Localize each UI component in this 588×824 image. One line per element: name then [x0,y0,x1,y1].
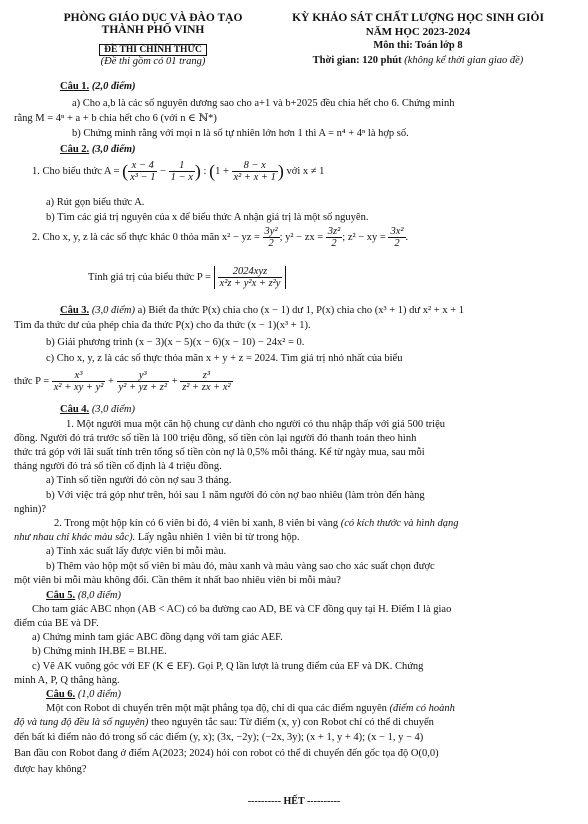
exam-title: KỲ KHẢO SÁT CHẤT LƯỢNG HỌC SINH GIỎI [292,12,544,24]
q6-line4: Ban đầu con Robot đang ở điểm A(2023; 2024) hỏi con robot có thể di chuyển đến gốc tọa độ O(0,0) [14,748,439,759]
q5-part-c-line1: c) Vẽ AK vuông góc với EF (K ∈ EF). Gọi P, Q lần lượt là trung điểm của EF và DK. Chứng [32,661,424,672]
q3-part-b: b) Giải phương trình (x − 3)(x − 5)(x − 6)(x − 10) − 24x² = 0. [46,337,305,348]
q5-heading: Câu 5. (8,0 điểm) [46,590,121,601]
official-exam-box: ĐỀ THI CHÍNH THỨC [99,44,207,56]
q4-p2-part-b-line2: một viên bi mỗi màu không đổi. Cần thêm ít nhất bao nhiêu viên bi mỗi màu? [14,575,341,586]
q4-p1-part-b-line2: nghìn)? [14,504,47,515]
q3-part-a-line2: Tìm đa thức dư của phép chia đa thức P(x) cho đa thức (x − 1)(x³ + 1). [14,320,311,331]
end-marker: ---------- HẾT ---------- [247,796,341,807]
q4-p2-line2: như nhau chỉ khác màu sắc). Lấy ngẫu nhiên 1 viên bi từ trong hộp. [14,532,300,543]
q5-part-c-line2: minh A, P, Q thẳng hàng. [14,675,120,686]
q6-line1: Một con Robot di chuyển trên một mặt phẳng tọa độ, chỉ di qua các điểm nguyên (điểm có hoành [46,703,455,714]
q6-heading: Câu 6. (1,0 điểm) [46,689,121,700]
school-year: NĂM HỌC 2023-2024 [365,26,471,38]
q2-part-a: a) Rút gọn biểu thức A. [46,197,145,208]
time-allowed: Thời gian: 120 phút (không kể thời gian giao đề) [312,55,524,66]
q2-system: 2. Cho x, y, z là các số thực khác 0 thỏa mãn x² − yz = $\frac{\text{3y²}}{2}$ ; y² − zx = $\frac{\text{3z²}}{2}$ ; z² − xy = $\frac{\text{3x²}}{2}$ . [32,226,409,249]
q5-part-a: a) Chứng minh tam giác ABC đồng dạng với tam giác AEF. [32,632,283,643]
city-name: THÀNH PHỐ VINH [101,24,205,36]
q4-p2-part-b-line1: b) Thêm vào hộp một số viên bi màu đỏ, màu xanh và màu vàng sao cho xác suất chọn được [46,561,435,572]
q4-p2-line1: 2. Trong một hộp kín có 6 viên bi đỏ, 4 viên bi xanh, 8 viên bi vàng (có kích thước và hình dạng [54,518,459,529]
q5-part-b: b) Chứng minh IH.BE = BI.HE. [32,646,167,657]
q1-part-a-line2: rằng M = 4ⁿ + a + b chia hết cho 6 (với n ∈ ℕ*) [14,113,217,124]
q4-p1-line3: thức trả góp với lãi suất tính trên tổng số tiền còn nợ là 0,5% mỗi tháng. Kể từ ngày mua, sau mỗi [14,447,425,458]
q2-expression-P: Tính giá trị của biểu thức P = $\frac{\text{2024xyz}}{\text{x²z + y²x + z²y}}$ [88,266,574,296]
q5-line2: điểm của BE và DF. [14,618,99,629]
q3-expression-P: thức P = $\frac{\text{x³}}{\text{x² + xy + y²}}$ + $\frac{\text{y³}}{\text{y² + yz + z²}}$ + $\frac{\text{z³}}{\text{z² + zx + x²}}$ [14,370,231,393]
q2-expression-A: 1. Cho biểu thức A = ( $\frac{x - 4}{\text{x³ − 1}}$ − $\frac{1}{1 - x}$ ) : (1 + $\frac{8 - x}{\text{x² + x + 1}}$ ) với x ≠ 1 [32,160,325,183]
q1-heading: Câu 1. (2,0 điểm) [60,81,136,92]
q2-heading: Câu 2. (3,0 điểm) [60,144,136,155]
subject: Môn thi: Toán lớp 8 [373,40,463,51]
q3-heading: Câu 3. (3,0 điểm) a) Biết đa thức P(x) chia cho (x − 1) dư 1, P(x) chia cho (x³ + 1) dư x² + x + 1 [60,305,464,316]
q4-p1-part-a: a) Tính số tiền người đó còn nợ sau 3 tháng. [46,475,232,486]
q6-line3: đến bất kì điểm nào đó trong số các điểm (y, x); (3x, −2y); (−2x, 3y); (x + 1, y + 4); (x − 1, y − 4) [14,732,424,743]
q6-line2: độ và tung độ đều là số nguyên) theo nguyên tắc sau: Từ điểm (x, y) con Robot chỉ có thể di chuyển [14,717,434,728]
q6-line5: được hay không? [14,764,87,775]
q4-p1-line4: tháng người đó trả số tiền cố định là 4 triệu đồng. [14,461,222,472]
q5-line1: Cho tam giác ABC nhọn (AB < AC) có ba đường cao AD, BE và CF đồng quy tại H. Điểm I là giao [32,604,452,615]
q4-p1-line2: đồng. Người đó trả trước số tiền là 100 triệu đồng, số tiền còn lại người đó thanh toán theo hình [14,433,417,444]
department-name: PHÒNG GIÁO DỤC VÀ ĐÀO TẠO [63,12,243,24]
q4-p2-part-a: a) Tính xác suất lấy được viên bi mỗi màu. [46,546,227,557]
pages-note: (Đề thi gồm có 01 trang) [100,56,206,67]
q1-part-a-line1: a) Cho a,b là các số nguyên dương sao cho a+1 và b+2025 đều chia hết cho 6. Chứng minh [72,98,455,109]
q4-p1-line1: 1. Một người mua một căn hộ chung cư dành cho người có thu nhập thấp với giá 500 triệu [66,419,445,430]
q4-heading: Câu 4. (3,0 điểm) [60,404,135,415]
q4-p1-part-b-line1: b) Với việc trả góp như trên, hỏi sau 1 năm người đó còn nợ bao nhiêu (làm tròn đến hàng [46,490,425,501]
q2-part-b: b) Tìm các giá trị nguyên của x để biểu thức A nhận giá trị là một số nguyên. [46,212,369,223]
q3-part-c-line1: c) Cho x, y, z là các số thực thỏa mãn x + y + z = 2024. Tìm giá trị nhỏ nhất của biểu [46,353,403,364]
q1-part-b: b) Chứng minh rằng với mọi n là số tự nhiên lớn hơn 1 thì A = n⁴ + 4ⁿ là hợp số. [72,128,409,139]
